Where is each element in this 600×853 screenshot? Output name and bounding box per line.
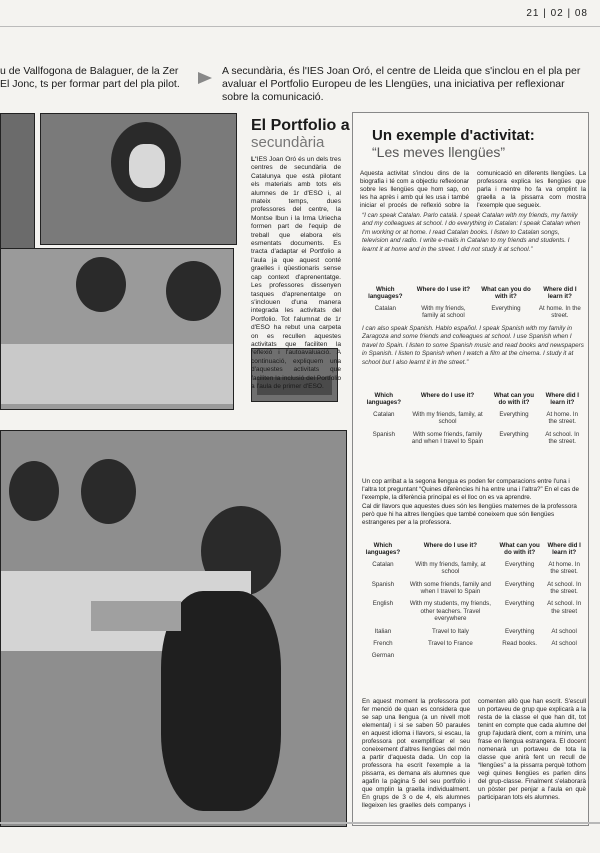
box-title: Un exemple d'activitat: [372, 127, 535, 144]
table-cell: With my students, my friends, other teachers. Travel everywhere [409, 600, 491, 623]
foreign-languages-paragraph: Cal dir llavors que aquestes dues són les llengües maternes de la professora però que hi ha altres llengües que també coneixem que són llengües estrangeres per a la professora. [362, 503, 577, 526]
quote-catalan: “I can speak Catalan. Parlo català. I speak Catalan with my friends, my family and my colleagues at school. I do everything in Catalan: I speak Catalan when I'm working or at home. I read Catalan books. I listen to Catalan songs, television and radio. I write e-mails in Catalan to my friends and students. I learnt it at home and in the street. I did not study it at school.” [362, 212, 581, 253]
bottom-divider [0, 822, 600, 824]
table-cell: Everything [505, 580, 535, 588]
header-languages: Which languages? [366, 392, 401, 407]
table-cell: With some friends, family and when I travel to Spain [409, 580, 491, 596]
table-row [360, 411, 584, 431]
header-languages: Which languages? [365, 542, 401, 557]
quote-spanish: I can also speak Spanish. Hablo español. I speak Spanish with my family in Zaragoza and some friends and colleagues at school. I use Spanish when I travel to Spain. I listen to some Spanish music and read books and newspapers in Spanish. I listen to Spanish when I watch a film at the cinema. I study it at school but I also learnt it in the street.” [362, 325, 584, 366]
table-cell [544, 652, 584, 664]
table-header-row [360, 286, 584, 305]
table-row [360, 431, 584, 451]
header-use: Where do I use it? [423, 542, 478, 549]
table-cell: French [373, 640, 393, 648]
table-header-row [360, 392, 584, 411]
header-learn: Where did I learn it? [547, 542, 581, 557]
table-row [360, 600, 584, 627]
table-header-row [360, 542, 584, 561]
box-subtitle: “Les meves llengües” [372, 144, 506, 160]
table-cell: At home. In the street. [538, 304, 581, 320]
table-cell: Everything [505, 627, 535, 635]
table-cell: At school. In the street. [547, 580, 582, 596]
header-use: Where do I use it? [420, 392, 475, 399]
photo-students-working [0, 430, 347, 827]
headband-left-text: u de Vallfogona de Balaguer, de la Zer El Jonc, ts per formar part del pla pilot. [0, 65, 180, 90]
language-table-3 [360, 542, 584, 665]
table-cell: Travel to Italy [431, 627, 469, 635]
table-cell: Catalan [373, 410, 395, 418]
table-cell: At school. In the street. [545, 430, 580, 446]
table-cell: At school [551, 627, 577, 635]
table-cell: At home. In the street. [546, 410, 579, 426]
table-cell: English [372, 600, 394, 608]
table-cell: Spanish [372, 430, 395, 438]
table-cell: With some friends, family and when I travel to Spain [411, 430, 484, 446]
table-row [360, 561, 584, 581]
table-cell: At school [551, 640, 577, 648]
header-learn: Where did I learn it? [543, 286, 577, 301]
table-row [360, 305, 584, 325]
table-row [360, 640, 584, 652]
headband-right-text: A secundària, és l'IES Joan Oró, el centre de Lleida que s'inclou en el pla per avaluar el Portfolio Europeu de les Llengües, una iniciativa per reflexionar sobre la comunicació. [222, 65, 581, 103]
table-row [360, 652, 584, 664]
table-cell: At school. In the street [547, 600, 582, 615]
table-row [360, 628, 584, 640]
table-cell [495, 652, 544, 664]
table-cell: Catalan [372, 560, 394, 568]
table-row [360, 581, 584, 601]
table-cell: Everything [505, 560, 535, 568]
table-cell: Everything [499, 430, 529, 438]
page-folio: 21 | 02 | 08 [526, 8, 588, 19]
table-cell: Spanish [371, 580, 395, 588]
table-cell: With my friends, family, at school [415, 560, 486, 576]
header-do: What can you do with it? [499, 542, 540, 557]
photo-student-portrait [40, 113, 237, 245]
header-learn: Where did I learn it? [545, 392, 579, 407]
header-languages: Which languages? [368, 286, 403, 301]
table-cell: Travel to France [428, 640, 473, 648]
table-cell: German [371, 652, 395, 660]
article-subtitle: secundària [251, 134, 325, 151]
header-do: What can you do with it? [493, 392, 535, 407]
table-cell: Everything [505, 600, 535, 608]
table-cell [406, 652, 495, 664]
header-do: What can you do with it? [481, 286, 531, 301]
table-cell: Italian [374, 627, 392, 635]
table-cell: Read books. [502, 640, 538, 648]
photo-left-edge [0, 113, 35, 249]
table-cell: Everything [499, 410, 529, 418]
header-use: Where do I use it? [416, 286, 471, 293]
photo-classroom-desks [0, 248, 234, 410]
top-divider [0, 26, 600, 27]
box-closing-text: En aquest moment la professora pot fer menció de quan es considera que se sap una llengua (a un nivell molt elemental) i si se saben 50 paraules en aquest idioma i llavors, si escau, la professora pot exemplificar el seu coneixement d'altres llengües del món a partir d'aquesta dada. Un cop la professora ha escrit l'exemple a la pissarra, es demana als alumnes que agafin la pàgina 5 del seu portfolio i que omplin la graella individualment. En grups de 3 o de 4, els alumnes llegeixen les graelles dels companys i comenten allò que han escrit. S'escull un portaveu de grup que explicarà a la resta de la classe el que han dit, tot tenint en compte que cada alumne del grup l'ajudarà dient, com a mínim, una frase en llengua estrangera. El docent nomenarà un portaveu de tota la classe que anirà fent un recull de “llengües” a la pissarra perquè tothom vegi quines llengües es parlen dins del grup-classe. Finalment s'elaborarà un pòster per penjar a l'aula en què participaran tots els alumnes. [362, 698, 586, 809]
article-body: L'IES Joan Oró és un dels tres centres de secundària de Catalunya que està pilotant els materials amb tots els alumnes de 1r d'ESO i, al mateix temps, dues professores del centre, la Montse Ibun i la Irma Uriecha formen part de l'equip de treball que elabora els esmentats documents. Es tracta d'adaptar el Portfolio a l'aula ja que aquest conté graelles i qüestionaris sense cap context d'aprenentatge. Les professores dissenyen tasques d'aprenentatge on s'inclouen d'una manera integrada les activitats del Portfolio. Tot l'alumnat de 1r d'ESO ha rebut una carpeta on es recullen aquestes activitats que faciliten la reflexió i l'autoavaluació. A continuació, expliquem una d'aquestes activitats que faciliten la inclusió del Portfolio a l'aula de primer d'ESO. [251, 156, 341, 390]
comparison-paragraph: Un cop arribat a la segona llengua es poden fer comparacions entre l'una i l'altra tot preguntant “Quines diferències hi ha entre una i l'altra?” En el cas de l'exemple, la diferència principal es el lloc on es va aprendre. [362, 478, 579, 501]
table-cell: With my friends, family, at school [412, 410, 483, 426]
table-cell: At home. In the street. [548, 560, 580, 576]
table-cell: Catalan [374, 304, 396, 312]
language-table-1 [360, 286, 584, 325]
box-intro: Aquesta activitat s'inclou dins de la biografia i té com a objectiu reflexionar sobre les llengües que hom sap, on les ha après i amb qui les usa i també iniciar el procés de reflexió sobre la comunicació en diferents llengües. La professora explica les llengües que parla i mentre ho fa va omplint la graella a la pissarra com mostra l'exemple que segueix. [360, 170, 586, 209]
arrow-bullet-icon [198, 72, 212, 84]
table-cell: With my friends, family at school [421, 304, 466, 320]
article-title: El Portfolio a [251, 117, 350, 134]
language-table-2 [360, 392, 584, 450]
table-cell: Everything [491, 304, 521, 312]
